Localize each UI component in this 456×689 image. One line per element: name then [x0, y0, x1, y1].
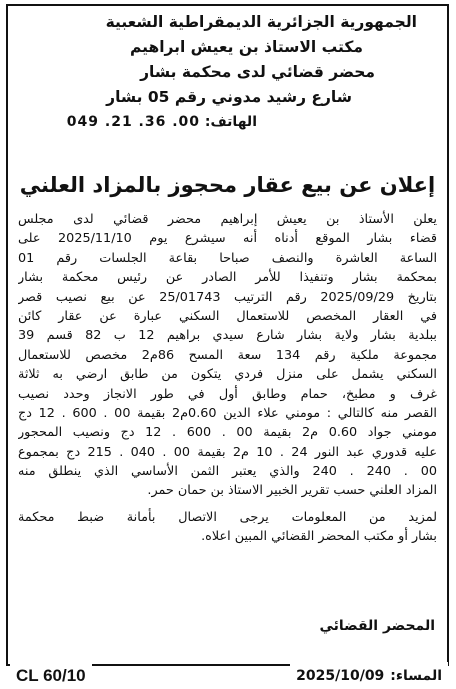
header-line-republic: الجمهورية الجزائرية الديمقراطية الشعبية: [105, 13, 417, 31]
body-line: غرف و مطبخ، حمام وطابق أول في طور الانجاز وحدد نصيب: [18, 386, 437, 402]
signature: المحضر القضائي: [319, 618, 435, 634]
header-line-bailiff: محضر قضائي لدى محكمة بشار: [140, 63, 375, 81]
body-line: عليه قدوري عبد النور 24 . 10 م2 بقيمة 00 . 040 . 215 دج بمجموع: [18, 444, 437, 460]
footer-date: 2025/10/09: [296, 667, 385, 684]
body-line: المزاد العلني حسب تقرير الخبير الاستاذ بن حمان حمر.: [147, 483, 437, 499]
header-line-address: شارع رشيد مدوني رقم 05 بشار: [106, 88, 352, 106]
body-line: القصر منه كالتالي : مومني علاء الدين 0.60م2 بقيمة 00 . 600 . 12 دج: [18, 405, 437, 421]
body-line: في العقار المخصص للاستعمال السكني عبارة عن عقار كائن: [18, 308, 437, 324]
body-line: بمحكمة بشار وتنفيذا للأمر الصادر عن رئيس محكمة بشار: [18, 270, 437, 286]
notice-footer: [0, 662, 456, 689]
body-line: السكني يشمل على منزل فردي يتكون من طابق ارضي به ثلاثة: [18, 367, 437, 383]
header-line-office: مكتب الاستاذ بن يعيش ابراهيم: [129, 38, 363, 56]
header-phone: [18, 110, 257, 134]
footer-edition-label: المساء:: [390, 667, 442, 684]
footer-edition: [290, 662, 448, 689]
notice-header: [18, 10, 437, 134]
body-line: ببلدية بشار ولاية بشار شارع سيدي براهيم 12 ب 82 قسم 39: [18, 328, 437, 344]
body-line: مومني جواد 0.60 م2 بقيمة 00 . 600 . 12 دج ونصيب المحجور: [18, 425, 437, 441]
body-line: 00 . 240 . 240 والذي يعتبر الثمن الأساسي الذي ينطلق منه: [18, 464, 437, 480]
footer-reference: CL 60/10: [10, 662, 92, 689]
notice-title: إعلان عن بيع عقار محجوز بالمزاد العلني: [19, 173, 436, 197]
phone-number: 049 .21 .36 .00: [66, 114, 201, 130]
body-line: الساعة العاشرة والنصف صباحا بقاعة الجلسات رقم 01: [18, 250, 437, 266]
closing-line: بشار أو مكتب المحضر القضائي المبين اعلاه.: [201, 529, 437, 545]
paragraph-gap: [18, 501, 437, 508]
notice-body: [18, 210, 437, 547]
body-line: مجموعة ملكية رقم 134 سعة المسح 86م2 مخصص للاستعمال: [18, 347, 437, 363]
phone-label: الهاتف:: [204, 114, 257, 130]
legal-notice-box: [6, 4, 449, 666]
body-line: يعلن الأستاذ بن يعيش إبراهيم محضر قضائي لدى مجلس: [18, 212, 437, 227]
body-line: قضاء بشار الموقع أدناه أنه سيشرع يوم 2025/11/10 على: [18, 231, 437, 247]
body-line: بتاريخ 2025/09/29 رقم الترتيب 25/01743 عن بيع نصيب قصر: [18, 289, 437, 305]
closing-line: لمزيد من المعلومات يرجى الاتصال بأمانة ضبط محكمة: [18, 509, 437, 525]
